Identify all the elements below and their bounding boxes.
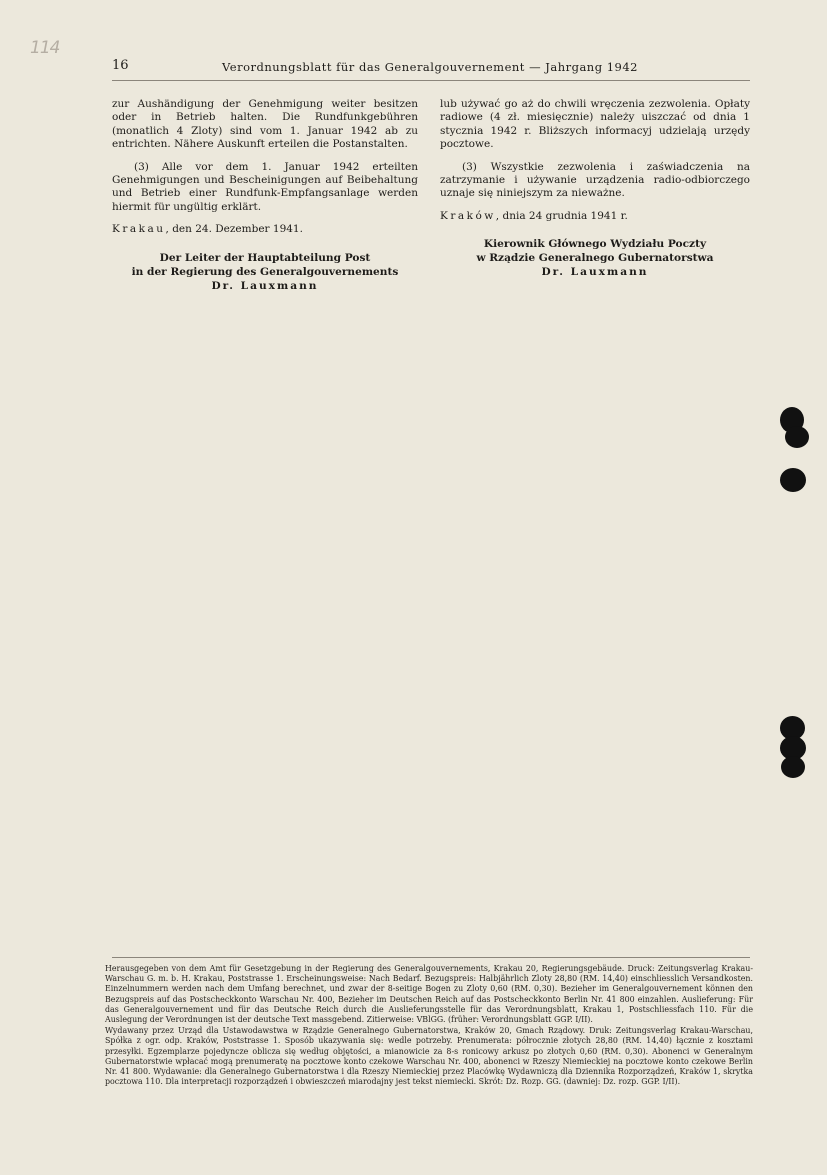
- polish-date-line: [440, 210, 750, 223]
- punch-hole-mark: [780, 468, 806, 492]
- polish-signatory-title-2: w Rządzie Generalnego Gubernatorstwa: [476, 252, 714, 265]
- punch-hole-mark: [785, 426, 809, 448]
- german-signatory-title-1: Der Leiter der Hauptabteilung Post: [159, 251, 371, 264]
- running-title: Verordnungsblatt für das Generalgouvernement — Jahrgang 1942: [222, 60, 638, 74]
- polish-column: [440, 98, 750, 279]
- german-date-place: Krakau: [112, 223, 166, 236]
- german-signatory-title-2: in der Regierung des Generalgouvernements: [131, 265, 399, 278]
- german-paragraph-2: (3) Alle vor dem 1. Januar 1942 erteilten Genehmigungen und Bescheinigungen auf Beibehaltung und Betrieb einer Rundfunk-Empfangsanlage werden hiermit für ungültig erklärt.: [112, 160, 418, 213]
- german-date-line: [112, 223, 418, 236]
- page-header: [112, 58, 638, 78]
- german-signatory-name: Dr. Lauxmann: [211, 279, 319, 292]
- polish-signatory-name: Dr. Lauxmann: [541, 266, 649, 279]
- imprint-german: Herausgegeben von dem Amt für Gesetzgebung in der Regierung des Generalgouvernements, Krakau 20, Regierungsgebäude. Druck: Zeitungsverlag Krakau-Warschau G. m. b. H. Krakau, Poststrasse 1. Erscheinungsweise: Nach Bedarf. Bezugspreis: Halbjährlich Zloty 28,80 (RM. 14,40) einschliesslich Versandkosten. Einzelnummern werden nach dem Umfang berechnet, und zwar der 8-seitige Bogen zu Zloty 0,60 (RM. 0,30). Bezieher im Generalgouvernement können den Bezugspreis auf das Postscheckkonto Warschau Nr. 400, Bezieher im Deutschen Reich auf das Postscheckkonto Berlin Nr. 41 800 einzahlen. Auslieferung: Für das Generalgouvernement und für das Deutsche Reich durch die Auslieferungsstelle für das Verordnungsblatt, Krakau 1, Postschliessfach 110. Für die Auslegung der Verordnungen ist der deutsche Text massgebend. Zitierweise: VBlGG. (früher: Verordnungsblatt GGP. I/II).: [105, 964, 753, 1025]
- polish-signature-block: [440, 237, 750, 279]
- polish-paragraph-2: (3) Wszystkie zezwolenia i zaświadczenia na zatrzymanie i używanie urządzenia radio-odbiorczego uznaje się niniejszym za nieważne.: [440, 160, 750, 200]
- german-column: [112, 98, 418, 293]
- german-date-text: , den 24. Dezember 1941.: [165, 223, 303, 236]
- polish-paragraph-1: lub używać go aż do chwili wręczenia zezwolenia. Opłaty radiowe (4 zł. miesięcznie) należy uiszczać od dnia 1 stycznia 1942 r. Bliższych informacyj udzielają urzędy pocztowe.: [440, 98, 750, 151]
- handwritten-page-mark: 114: [30, 38, 60, 58]
- german-signature-block: [112, 251, 418, 293]
- header-divider: [112, 80, 750, 81]
- german-paragraph-1: zur Aushändigung der Genehmigung weiter besitzen oder in Betrieb halten. Die Rundfunkgebühren (monatlich 4 Zloty) sind vom 1. Januar 1942 ab zu entrichten. Nähere Auskunft erteilen die Postanstalten.: [112, 98, 418, 151]
- publication-imprint: [105, 964, 753, 1088]
- polish-date-text: , dnia 24 grudnia 1941 r.: [495, 209, 628, 222]
- page-number: 16: [112, 58, 129, 73]
- footer-divider: [112, 957, 750, 958]
- punch-hole-mark: [781, 756, 805, 778]
- polish-signatory-title-1: Kierownik Głównego Wydziału Poczty: [483, 238, 707, 251]
- imprint-polish: Wydawany przez Urząd dla Ustawodawstwa w Rządzie Generalnego Gubernatorstwa, Kraków 20, Gmach Rządowy. Druk: Zeitungsverlag Krakau-Warschau, Spółka z ogr. odp. Kraków, Poststrasse 1. Sposób ukazywania się: wedle potrzeby. Prenumerata: półrocznie złotych 28,80 (RM. 14,40) łącznie z kosztami przesyłki. Egzemplarze pojedyncze oblicza się według objętości, a mianowicie za 8-s ronicowy arkusz po złotych 0,60 (RM. 0,30). Abonenci w Generalnym Gubernatorstwie wpłacać mogą prenumeratę na pocztowe konto czekowe Warschau Nr. 400, abonenci w Rzeszy Niemieckiej na pocztowe konto czekowe Berlin Nr. 41 800. Wydawanie: dla Generalnego Gubernatorstwa i dla Rzeszy Niemieckiej przez Placówkę Wydawniczą dla Dziennika Rozporządzeń, Kraków 1, skrytka pocztowa 110. Dla interpretacji rozporządzeń i obwieszczeń miarodajny jest tekst niemiecki. Skrót: Dz. Rozp. GG. (dawniej: Dz. rozp. GGP. I/II).: [105, 1026, 753, 1087]
- polish-date-place: Kraków: [440, 209, 496, 222]
